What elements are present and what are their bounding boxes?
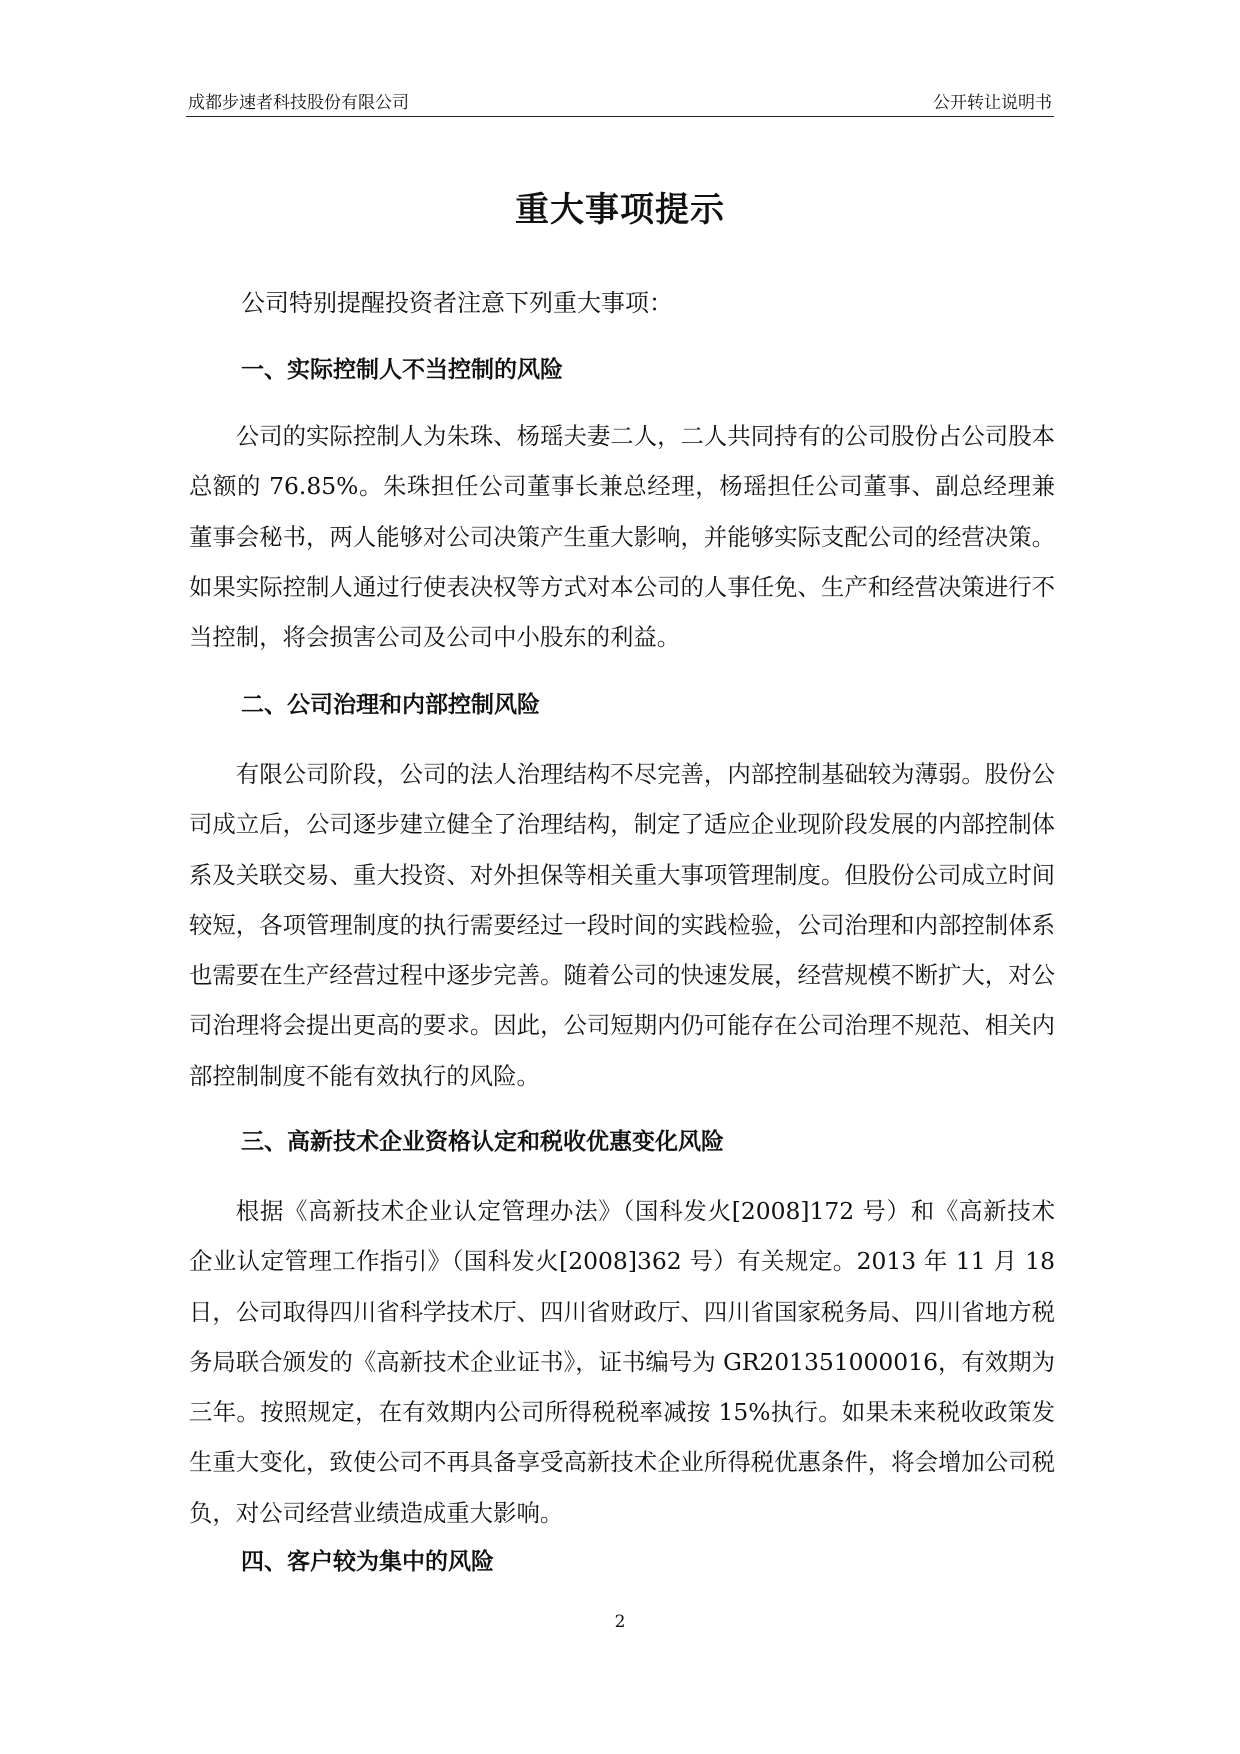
section-3-paragraph: 根据《高新技术企业认定管理办法》（国科发火[2008]172 号）和《高新技术企业认定管理工作指引》（国科发火[2008]362 号）有关规定。2013 年 11 月 18 日，公司取得四川省科学技术厅、四川省财政厅、四川省国家税务局、四川省地方税务局联合颁发的《高新技术企业证书》，证书编号为 GR201351000016，有效期为三年。按照规定，在有效期内公司所得税税率减按 15%执行。如果未来税收政策发生重大变化，致使公司不再具备享受高新技术企业所得税优惠条件，将会增加公司税负，对公司经营业绩造成重大影响。	[189, 1197, 1055, 1527]
section-2-paragraph: 有限公司阶段，公司的法人治理结构不尽完善，内部控制基础较为薄弱。股份公司成立后，公司逐步建立健全了治理结构，制定了适应企业现阶段发展的内部控制体系及关联交易、重大投资、对外担保等相关重大事项管理制度。但股份公司成立时间较短，各项管理制度的执行需要经过一段时间的实践检验，公司治理和内部控制体系也需要在生产经营过程中逐步完善。随着公司的快速发展，经营规模不断扩大，对公司治理将会提出更高的要求。因此，公司短期内仍可能存在公司治理不规范、相关内部控制制度不能有效执行的风险。	[189, 760, 1055, 1090]
section-3-heading: 三、高新技术企业资格认定和税收优惠变化风险	[241, 1129, 724, 1155]
header-document-type: 公开转让说明书	[933, 93, 1052, 113]
section-2-heading: 二、公司治理和内部控制风险	[241, 692, 540, 718]
section-1-paragraph: 公司的实际控制人为朱珠、杨瑶夫妻二人，二人共同持有的公司股份占公司股本总额的 76.85%。朱珠担任公司董事长兼总经理，杨瑶担任公司董事、副总经理兼董事会秘书，两人能够对公司决策产生重大影响，并能够实际支配公司的经营决策。如果实际控制人通过行使表决权等方式对本公司的人事任免、生产和经营决策进行不当控制，将会损害公司及公司中小股东的利益。	[189, 422, 1055, 652]
page-header	[186, 86, 1054, 117]
page-title: 重大事项提示	[515, 190, 725, 230]
section-1-heading: 一、实际控制人不当控制的风险	[241, 357, 563, 383]
header-company-name: 成都步速者科技股份有限公司	[188, 93, 409, 113]
intro-text: 公司特别提醒投资者注意下列重大事项：	[241, 289, 673, 317]
section-4-heading: 四、客户较为集中的风险	[241, 1549, 494, 1575]
page-number: 2	[614, 1612, 626, 1632]
